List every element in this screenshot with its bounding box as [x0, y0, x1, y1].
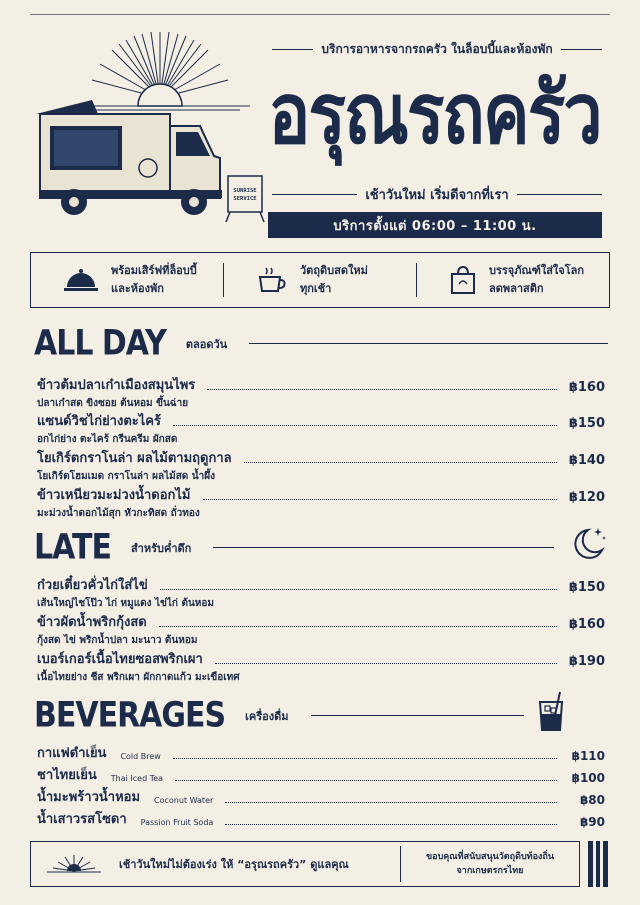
bev-price: ฿90 — [579, 815, 605, 829]
menu-item — [37, 611, 605, 648]
item-desc: กุ้งสด ไข่ พริกน้ำปลา มะนาว ต้นหอม — [37, 635, 198, 646]
bev-name: กาแฟดำเย็น — [37, 746, 107, 761]
tagline-text: เช้าวันใหม่ เริ่มดีจากที่เรา — [365, 188, 509, 203]
footer-right — [400, 846, 579, 882]
item-price: ฿120 — [568, 490, 605, 505]
item-desc: โยเกิร์ตโฮมเมด กราโนล่า ผลไม้สด น้ำผึ้ง — [37, 471, 215, 482]
section-subtitle: สำหรับค่ำดึก — [130, 541, 192, 555]
footer-left — [31, 853, 400, 875]
bev-en-name: Thai Iced Tea — [110, 774, 164, 783]
section-subtitle: ตลอดวัน — [185, 337, 228, 351]
feature-text: วัตถุดิบสดใหม่ — [300, 264, 368, 277]
item-desc: มะม่วงน้ำดอกไม้สุก หัวกะทิสด ถั่วทอง — [37, 508, 200, 519]
beverage-item — [37, 764, 605, 785]
footer-message: เช้าวันใหม่ไม่ต้องเร่ง ให้ “อรุณรถครัว” ดูแลคุณ — [119, 858, 349, 871]
moon-stars-icon — [568, 524, 608, 564]
bev-price: ฿110 — [571, 749, 605, 763]
sign-board — [226, 176, 264, 222]
item-desc: ปลาเก๋าสด ขิงซอย ต้นหอม ขึ้นฉ่าย — [37, 398, 189, 409]
bag-icon — [449, 265, 477, 295]
bev-price: ฿80 — [579, 793, 605, 807]
item-name: ก๋วยเตี๋ยวคั่วไก่ใส่ไข่ — [37, 578, 148, 593]
top-rule — [30, 14, 610, 15]
food-truck-illustration — [30, 30, 270, 230]
item-name: ข้าวผัดน้ำพริกกุ้งสด — [37, 615, 147, 630]
item-price: ฿160 — [568, 617, 605, 632]
brand-title: อรุณรถครัว — [268, 64, 601, 163]
service-line — [272, 40, 602, 59]
sign-line-1: SUNRISE — [233, 188, 257, 194]
cloche-icon — [63, 265, 99, 295]
feature-text: พร้อมเสิร์ฟที่ล็อบบี้ — [111, 264, 197, 277]
features-box — [30, 252, 610, 308]
item-desc: อกไก่ย่าง ตะไคร้ กรีนครีม ผักสด — [37, 434, 178, 445]
section-allday — [34, 323, 608, 364]
item-name: แซนด์วิชไก่ย่างตะไคร้ — [37, 414, 161, 429]
beverage-item — [37, 786, 605, 807]
sunrise-icon — [47, 853, 101, 875]
section-title: ALL DAY — [34, 323, 166, 364]
item-desc: เนื้อไทยย่าง ชีส พริกเผา ผักกาดแก้ว มะเขือเทศ — [37, 672, 240, 683]
bev-name: น้ำเสาวรสโซดา — [37, 812, 127, 827]
feature-eco — [416, 263, 609, 297]
section-subtitle: เครื่องดื่ม — [245, 709, 289, 723]
footer-thanks-1: ขอบคุณที่สนับสนุนวัตถุดิบท้องถิ่น — [426, 852, 554, 862]
coffee-cup-icon — [256, 265, 288, 295]
item-price: ฿150 — [568, 580, 605, 595]
footer-thanks-2: จากเกษตรกรไทย — [456, 866, 524, 876]
bev-price: ฿100 — [571, 771, 605, 785]
item-price: ฿150 — [568, 416, 605, 431]
item-name: ข้าวต้มปลาเก๋าเมืองสมุนไพร — [37, 378, 196, 393]
feature-fresh — [223, 263, 416, 297]
service-text: บริการอาหารจากรถครัว ในล็อบบี้และห้องพัก — [321, 42, 553, 56]
item-name: เบอร์เกอร์เนื้อไทยซอสพริกเผา — [37, 652, 203, 667]
menu-item — [37, 648, 605, 685]
menu-item — [37, 447, 605, 484]
feature-text: บรรจุภัณฑ์ใส่ใจโลก — [489, 264, 585, 277]
item-price: ฿190 — [568, 654, 605, 669]
feature-text: ลดพลาสติก — [489, 282, 544, 295]
iced-drink-icon — [536, 690, 568, 734]
item-name: ข้าวเหนียวมะม่วงน้ำดอกไม้ — [37, 488, 191, 503]
feature-text: ทุกเช้า — [300, 282, 332, 295]
menu-item — [37, 484, 605, 521]
menu-item — [37, 374, 605, 411]
tagline — [272, 184, 602, 205]
item-price: ฿140 — [568, 453, 605, 468]
feature-text: และห้องพัก — [111, 282, 164, 295]
item-name: โยเกิร์ตกราโนล่า ผลไม้ตามฤดูกาล — [37, 451, 232, 466]
bev-name: ชาไทยเย็น — [37, 768, 97, 783]
bev-en-name: Coconut Water — [154, 796, 214, 805]
sign-line-2: SERVICE — [233, 196, 257, 202]
bev-en-name: Cold Brew — [120, 752, 161, 761]
section-title: LATE — [34, 527, 111, 568]
section-beverages — [34, 695, 524, 736]
decorative-bars — [588, 841, 608, 887]
feature-lobby — [31, 262, 223, 298]
menu-item — [37, 574, 605, 611]
section-title: BEVERAGES — [34, 695, 226, 736]
bev-en-name: Passion Fruit Soda — [140, 818, 214, 827]
footer-box — [30, 841, 580, 887]
bev-name: น้ำมะพร้าวน้ำหอม — [37, 790, 141, 805]
item-price: ฿160 — [568, 380, 605, 395]
hours-banner: บริการตั้งแต่ 06:00 – 11:00 น. — [268, 212, 602, 238]
beverage-item — [37, 808, 605, 829]
menu-item — [37, 410, 605, 447]
beverage-item — [37, 742, 605, 763]
item-desc: เส้นใหญ่ไชโป๊ว ไก่ หมูแดง ไข่ไก่ ต้นหอม — [37, 598, 214, 609]
section-late — [34, 527, 554, 568]
